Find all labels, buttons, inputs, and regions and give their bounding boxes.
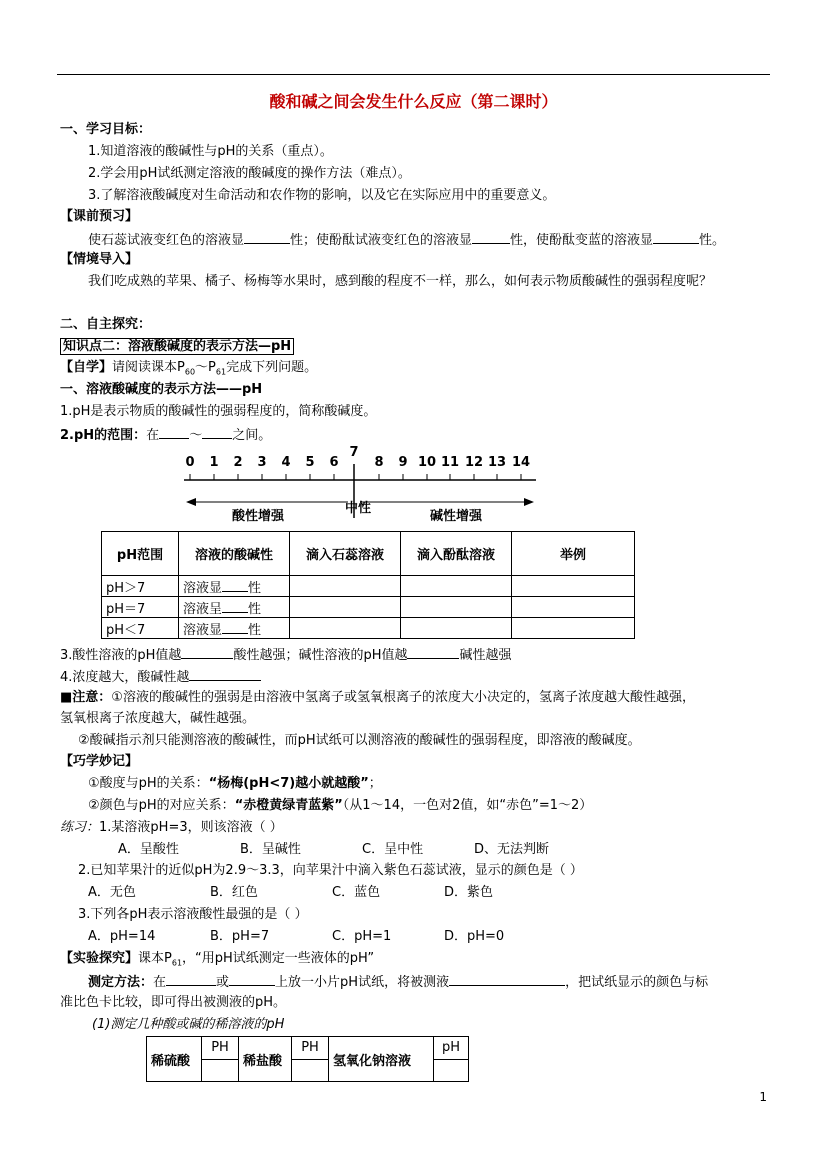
page-number: 1: [759, 1090, 767, 1104]
table-row: [102, 576, 635, 597]
cell-ph-1: PH: [202, 1037, 239, 1060]
cell-sulfuric-acid: 稀硫酸: [147, 1037, 202, 1082]
th-range: pH范围: [102, 532, 179, 576]
knowledge-point-box: 知识点二：溶液酸碱度的表示方法—pH: [60, 338, 294, 356]
self-study-line: 【自学】请阅读课本$P_{60}\sim P_{61}$完成下列问题。: [60, 360, 318, 377]
subsection-ph: 一、溶液酸碱度的表示方法——pH: [60, 382, 263, 397]
cell-range: pH＝7: [102, 597, 179, 618]
section2-heading: 二、自主探究：: [60, 317, 152, 332]
practice-q2: 2.已知苹果汁的近似pH为2.9～3.3，向苹果汁中滴入紫色石蕊试液，显示的颜色是（ ）: [78, 863, 583, 878]
cell-sodium-hydroxide: 氢氧化钠溶液: [329, 1037, 434, 1082]
ph-tick-label: 14: [511, 455, 531, 470]
ph-tick-label: 9: [398, 455, 408, 470]
para-3: 3.酸性溶液的pH值越 酸性越强；碱性溶液的pH值越 碱性越强: [60, 645, 511, 665]
note-line-1: ■注意：①溶液的酸碱性的强弱是由溶液中氢离子或氢氧根离子的浓度大小决定的，氢离子浓度越大酸性越强，: [60, 690, 695, 705]
ph-tick-label: 0: [185, 455, 195, 470]
ph-tick-label: 13: [487, 455, 507, 470]
ph-tick-label: 10: [417, 455, 437, 470]
intro-heading: 【情境导入】: [60, 252, 139, 267]
base-arrowhead: [524, 498, 534, 506]
cell-range: pH＞7: [102, 576, 179, 597]
para-1: 1.pH是表示物质的酸碱性的强弱程度的，简称酸碱度。: [60, 404, 377, 419]
cell-hydrochloric-acid: 稀盐酸: [239, 1037, 292, 1082]
th-example: 举例: [512, 532, 635, 576]
table-row: [102, 618, 635, 639]
cell-property: 溶液显 性: [179, 576, 290, 597]
note-line-2: 氢氧根离子浓度越大，碱性越强。: [60, 711, 256, 726]
measure-table: [146, 1036, 469, 1082]
para-4: 4.浓度越大，酸碱性越: [60, 667, 261, 687]
q3-option-a: A．pH=14: [88, 929, 156, 944]
ph-scale-diagram: [180, 440, 540, 530]
q2-option-d: D．紫色: [444, 885, 494, 900]
q1-option-d: D、无法判断: [474, 842, 550, 857]
q1-option-c: C．呈中性: [362, 842, 424, 857]
mnemonic-heading: 【巧学妙记】: [60, 754, 139, 769]
neutral-label: 中性: [344, 501, 372, 516]
preview-text: 使石蕊试液变红色的溶液显 性；使酚酞试液变红色的溶液显 性，使酚酞变蓝的溶液显 性。: [88, 230, 725, 250]
cell-range: pH＜7: [102, 618, 179, 639]
base-label: 碱性增强: [429, 509, 483, 524]
table-row: [102, 597, 635, 618]
acid-label: 酸性增强: [231, 509, 285, 524]
ph-tick-label: 12: [464, 455, 484, 470]
q3-option-d: D．pH=0: [444, 929, 505, 944]
practice-q3: 3.下列各pH表示溶液酸性最强的是（ ）: [78, 907, 308, 922]
q3-option-c: C．pH=1: [332, 929, 392, 944]
experiment-subtitle: (1)测定几种酸或碱的稀溶液的pH: [92, 1017, 285, 1032]
th-phenolphthalein: 滴入酚酞溶液: [401, 532, 512, 576]
page-title: 酸和碱之间会发生什么反应（第二课时）: [269, 92, 558, 111]
goal-2: 2.学会用pH试纸测定溶液的酸碱度的操作方法（难点）。: [88, 166, 411, 181]
goal-1: 1.知道溶液的酸碱性与pH的关系（重点）。: [88, 144, 333, 159]
ph-tick-label: 1: [209, 455, 219, 470]
practice-q1: 练习：1.某溶液pH=3，则该溶液（ ）: [60, 820, 283, 835]
ph-tick-label: 6: [329, 455, 339, 470]
cell-property: 溶液显 性: [179, 618, 290, 639]
ph-tick-label: 5: [305, 455, 315, 470]
experiment-line: 【实验探究】课本$P_{61}$，“用pH试纸测定一些液体的pH”: [60, 951, 375, 968]
q1-option-b: B．呈碱性: [240, 842, 301, 857]
header-rule: [57, 74, 770, 75]
q2-option-b: B．红色: [210, 885, 258, 900]
cell-property: 溶液呈 性: [179, 597, 290, 618]
q3-option-b: B．pH=7: [210, 929, 270, 944]
preview-heading: 【课前预习】: [60, 209, 139, 224]
th-property: 溶液的酸碱性: [179, 532, 290, 576]
cell-ph-2: PH: [292, 1037, 329, 1060]
ph-tick-label: 8: [374, 455, 384, 470]
goal-3: 3.了解溶液酸碱度对生命活动和农作物的影响，以及它在实际应用中的重要意义。: [88, 188, 556, 203]
method-line-1: 测定方法：在 或 上放一小片pH试纸，将被测液 ，把试纸显示的颜色与标: [88, 972, 708, 992]
cell-ph-3: pH: [434, 1037, 469, 1060]
q2-option-a: A．无色: [88, 885, 136, 900]
ph-tick-label: 2: [233, 455, 243, 470]
ph-tick-label: 11: [440, 455, 460, 470]
q1-option-a: A．呈酸性: [118, 842, 179, 857]
ph-tick-label: 3: [257, 455, 267, 470]
ph-table: [101, 531, 635, 639]
ph-tick-label: 4: [281, 455, 291, 470]
method-line-2: 准比色卡比较，即可得出被测液的pH。: [60, 995, 287, 1010]
acid-arrowhead: [186, 498, 196, 506]
para-2: 2.pH的范围：在 ～ 之间。: [60, 425, 271, 445]
th-litmus: 滴入石蕊溶液: [290, 532, 401, 576]
mnemonic-2: ②颜色与pH的对应关系：“赤橙黄绿青蓝紫”（从1～14，一色对2值，如“赤色”=1～2）: [88, 798, 593, 813]
q2-option-c: C．蓝色: [332, 885, 381, 900]
section1-heading: 一、学习目标：: [60, 122, 152, 137]
ph-tick-label: 7: [349, 445, 359, 460]
note-line-3: ②酸碱指示剂只能测溶液的酸碱性，而pH试纸可以测溶液的酸碱性的强弱程度，即溶液的酸碱度。: [78, 733, 641, 748]
mnemonic-1: ①酸度与pH的关系：“杨梅(pH<7)越小就越酸”；: [88, 776, 382, 791]
ph-tick-labels: [185, 445, 530, 480]
intro-text: 我们吃成熟的苹果、橘子、杨梅等水果时，感到酸的程度不一样，那么，如何表示物质酸碱性的强弱程度呢？: [88, 274, 713, 289]
